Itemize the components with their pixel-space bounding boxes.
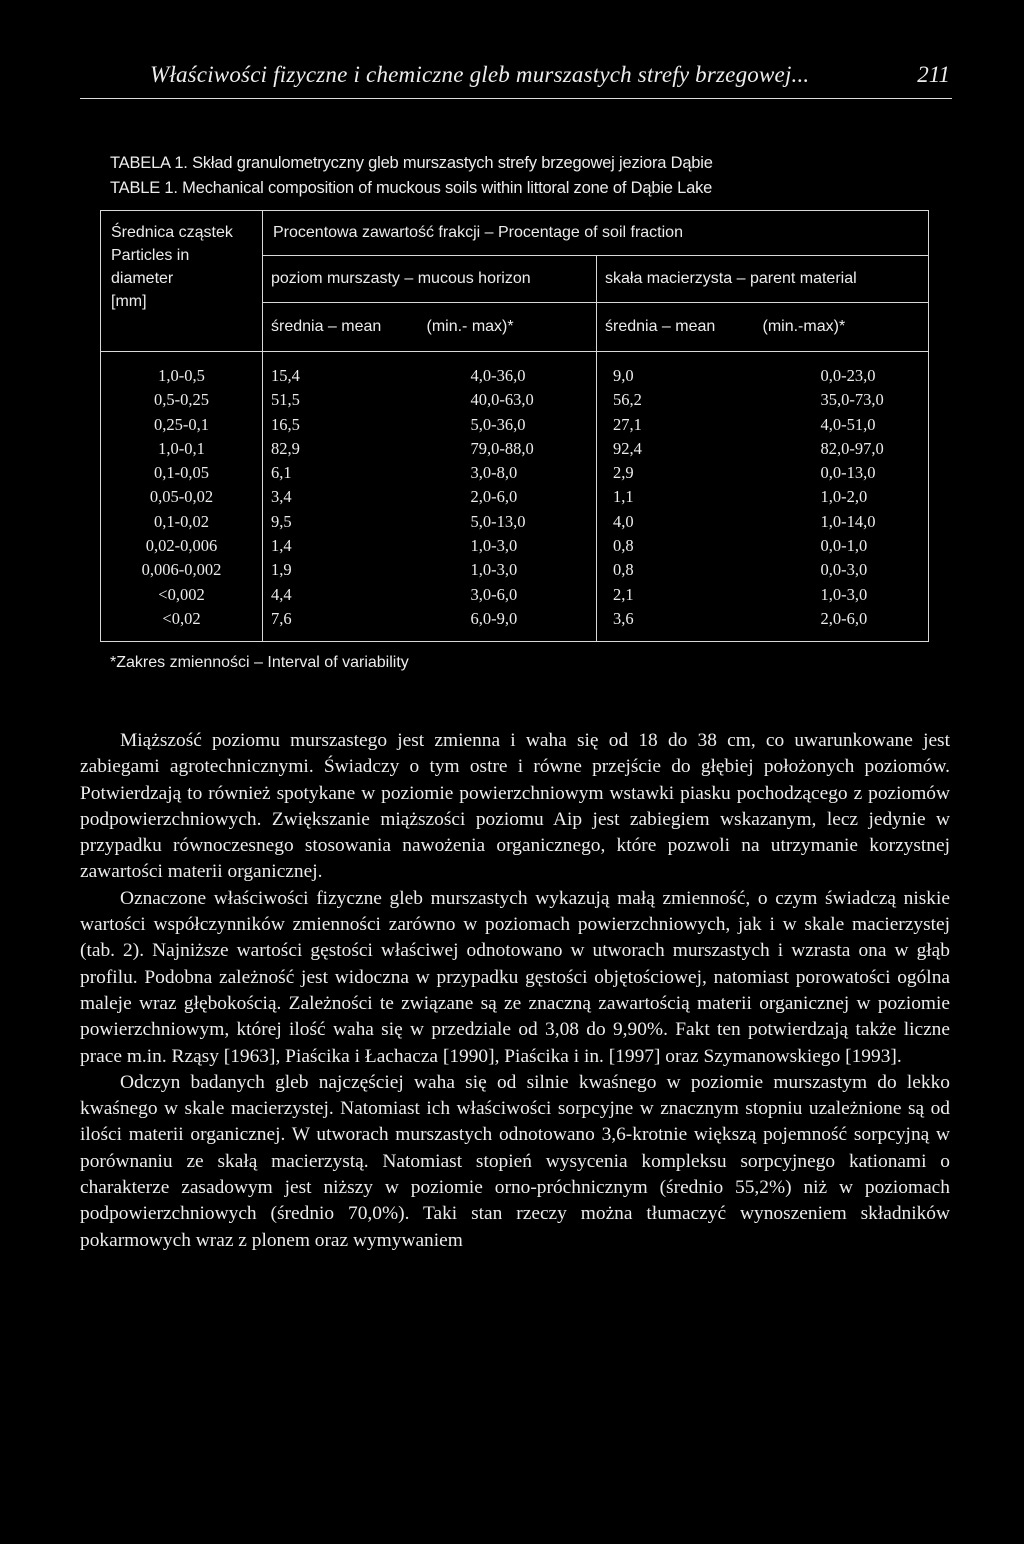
subheader-mean-parent: średnia – mean <box>597 303 759 352</box>
diameter-cell: <0,002 <box>158 584 205 604</box>
range-cell: 4,0-51,0 <box>820 414 876 434</box>
range-cell: 5,0-13,0 <box>470 511 526 531</box>
table-caption-english: TABLE 1. Mechanical composition of muckous soils within littoral zone of Dąbie Lake <box>110 179 713 197</box>
diameter-cell: 1,0-0,5 <box>158 366 205 385</box>
range-cell: 0,0-1,0 <box>820 536 868 556</box>
mean-cell: 2,9 <box>613 463 634 483</box>
subheader-mean-mucous: średnia – mean <box>263 303 423 352</box>
mean-cell: 9,0 <box>613 366 634 385</box>
mean-cell: 56,2 <box>613 390 642 410</box>
paragraph: Miąższość poziomu murszastego jest zmienna i waha się od 18 do 38 cm, co uwarunkowane jest zabiegami agrotechnicznymi. Świadczy o tym ostre i równe przejście do głębiej położonych poziomów. Potwierdzają to również spotykane w poziomie powierzchniowym wstawki piasku pochodzącego z poziomów podpowierzchniowych. Zwiększanie miąższości poziomu Aip jest zabiegiem wskazanym, lecz jedynie w przypadku równoczesnego stosowania nawożenia organicznego, które pozwoli na utrzymanie korzystnej zawartości materii organicznej. <box>80 730 950 883</box>
range-cell: 3,0-8,0 <box>470 463 518 483</box>
range-cell: 1,0-3,0 <box>470 560 518 580</box>
table-footnote: *Zakres zmienności – Interval of variability <box>110 654 409 671</box>
range-cell: 1,0-3,0 <box>470 536 518 556</box>
diameter-cell: 0,1-0,02 <box>154 511 209 531</box>
range-cell: 1,0-2,0 <box>820 487 868 507</box>
range-cell: 79,0-88,0 <box>470 438 534 458</box>
diameter-cell: 1,0-0,1 <box>158 438 205 458</box>
mean-cell: 1,1 <box>613 487 634 507</box>
mean-cell: 2,1 <box>613 584 634 604</box>
running-header <box>80 62 952 99</box>
running-title: Właściwości fizyczne i chemiczne gleb murszastych strefy brzegowej... <box>150 62 810 87</box>
group-header-parent: skała macierzysta – parent material <box>597 256 929 303</box>
diameter-cell: 0,05-0,02 <box>149 487 214 507</box>
body-text <box>80 728 950 1254</box>
top-header: Procentowa zawartość frakcji – Procentage of soil fraction <box>263 211 929 256</box>
range-cell: 82,0-97,0 <box>820 438 884 458</box>
mean-cell: 3,4 <box>271 487 292 507</box>
mean-cell: 0,8 <box>613 560 634 580</box>
mean-cell: 4,0 <box>613 511 634 531</box>
stub-header-line: diameter <box>111 270 174 287</box>
range-cell: 0,0-23,0 <box>820 366 876 385</box>
stub-header <box>101 211 263 352</box>
mean-cell: 0,8 <box>613 536 634 556</box>
granulometric-table <box>100 210 928 638</box>
parent-range-column <box>759 352 929 642</box>
diameter-cell: 0,1-0,05 <box>154 463 209 483</box>
range-cell: 3,0-6,0 <box>470 584 518 604</box>
mean-cell: 1,4 <box>271 536 292 556</box>
diameter-column <box>101 352 263 642</box>
mean-cell: 51,5 <box>271 390 300 410</box>
mean-cell: 3,6 <box>613 608 634 628</box>
range-cell: 4,0-36,0 <box>470 366 526 385</box>
diameter-cell: 0,5-0,25 <box>154 390 209 410</box>
range-cell: 0,0-13,0 <box>820 463 876 483</box>
range-cell: 0,0-3,0 <box>820 560 868 580</box>
diameter-cell: 0,25-0,1 <box>154 414 209 434</box>
range-cell: 40,0-63,0 <box>470 390 534 410</box>
diameter-cell: <0,02 <box>162 608 201 628</box>
mean-cell: 82,9 <box>271 438 300 458</box>
mean-cell: 9,5 <box>271 511 292 531</box>
stub-header-line: [mm] <box>111 293 147 310</box>
mean-cell: 92,4 <box>613 438 642 458</box>
mean-cell: 27,1 <box>613 414 642 434</box>
mucous-mean-column <box>263 352 423 642</box>
range-cell: 2,0-6,0 <box>820 608 868 628</box>
range-cell: 1,0-3,0 <box>820 584 868 604</box>
subheader-range-parent: (min.-max)* <box>759 303 929 352</box>
range-cell: 2,0-6,0 <box>470 487 518 507</box>
range-cell: 6,0-9,0 <box>470 608 518 628</box>
subheader-range-mucous: (min.- max)* <box>423 303 597 352</box>
parent-mean-column <box>597 352 759 642</box>
mean-cell: 16,5 <box>271 414 300 434</box>
stub-header-line: Średnica cząstek <box>111 224 233 241</box>
mean-cell: 1,9 <box>271 560 292 580</box>
mean-cell: 4,4 <box>271 584 292 604</box>
mean-cell: 15,4 <box>271 366 300 385</box>
range-cell: 5,0-36,0 <box>470 414 526 434</box>
range-cell: 1,0-14,0 <box>820 511 876 531</box>
paragraph: Odczyn badanych gleb najczęściej waha się od silnie kwaśnego w poziomie murszastym do lekko kwaśnego w skale macierzystej. Natomiast ich właściwości sorpcyjne w znacznym stopniu uzależnione są od ilości materii organicznej. W utworach murszastych odnotowano 3,6-krotnie większą pojemność sorpcyjną w porównaniu ze skałą macierzystą. Natomiast stopień wysycenia kompleksu sorpcyjnego kationami o charakterze zasadowym jest niższy w poziomie orno-próchnicznym (średnio 55,2%) niż w poziomach podpowierzchniowych (średnio 70,0%). Taki stan rzeczy można tłumaczyć wynoszeniem składników pokarmowych wraz z plonem oraz wymywaniem <box>80 1071 950 1251</box>
group-header-mucous: poziom murszasty – mucous horizon <box>263 256 597 303</box>
stub-header-line: Particles in <box>111 247 190 264</box>
diameter-cell: 0,02-0,006 <box>145 536 218 556</box>
diameter-cell: 0,006-0,002 <box>141 560 222 580</box>
page-number: 211 <box>917 62 950 87</box>
mucous-range-column <box>423 352 597 642</box>
paragraph: Oznaczone właściwości fizyczne gleb murszastych wykazują małą zmienność, o czym świadczą niskie wartości współczynników zmienności zarówno w poziomach powierzchniowych, jak i w skale macierzystej (tab. 2). Najniższe wartości gęstości właściwej odnotowano w utworach murszastych i wzrasta ona w głąb profilu. Podobna zależność jest widoczna w przypadku gęstości objętościowej, natomiast porowatości ogólna maleje wraz głębokością. Zależności te związane są ze znaczną zawartością materii organicznej w poziomie powierzchniowym, której ilość waha się w przedziale od 3,08 do 9,90%. Fakt ten potwierdzają także liczne prace m.in. Rząsy [1963], Piaścika i Łachacza [1990], Piaścika i in. [1997] oraz Szymanowskiego [1993]. <box>80 887 950 1067</box>
mean-cell: 6,1 <box>271 463 292 483</box>
mean-cell: 7,6 <box>271 608 292 628</box>
table-caption-polish: TABELA 1. Skład granulometryczny gleb murszastych strefy brzegowej jeziora Dąbie <box>110 154 713 172</box>
range-cell: 35,0-73,0 <box>820 390 884 410</box>
